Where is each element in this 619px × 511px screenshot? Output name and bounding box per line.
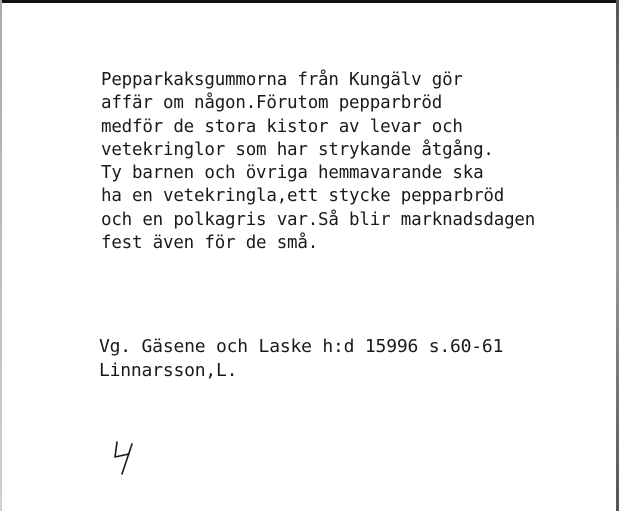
body-line: vetekringlor som har strykande åtgång. — [101, 139, 494, 160]
source-author: Linnarsson,L. — [99, 360, 238, 381]
body-line: ha en vetekringla,ett stycke pepparbröd — [101, 186, 505, 207]
body-line: affär om någon.Förutom pepparbröd — [101, 93, 443, 114]
source-reference — [99, 335, 609, 383]
handwritten-number-4 — [112, 440, 136, 478]
body-line: Ty barnen och övriga hemmavarande ska — [101, 163, 484, 184]
card-body-text — [101, 69, 611, 255]
body-line: Pepparkaksgummorna från Kungälv gör — [101, 70, 463, 90]
body-line: och en polkagris var.Så blir marknadsdagen — [101, 209, 536, 230]
source-line: Vg. Gäsene och Laske h:d 15996 s.60-61 — [99, 336, 504, 357]
card-top-edge — [0, 0, 619, 3]
body-line: fest även för de små. — [101, 233, 319, 254]
card-left-edge — [0, 0, 2, 511]
body-line: medför de stora kistor av levar och — [101, 116, 463, 137]
